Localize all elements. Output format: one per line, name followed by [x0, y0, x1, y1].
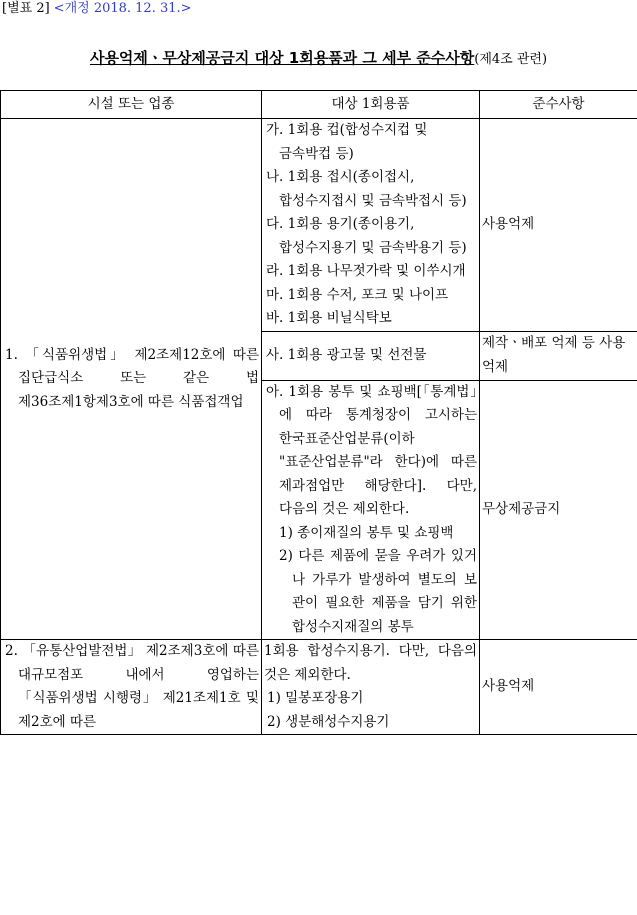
annex-label: [별표 2]: [2, 1, 50, 16]
item-a-sub-1: 1) 종이재질의 봉투 및 쇼핑백: [279, 524, 454, 541]
item-cell-c: [262, 380, 480, 640]
item-cell-d: [262, 640, 480, 735]
item-d: 1회용 합성수지용기. 다만, 다음의 것은 제외한다.: [264, 643, 477, 683]
item-d-sub-2: 2) 생분해성수지용기: [267, 713, 390, 730]
facility-cell: [1, 119, 262, 640]
item-ra: 라. 1회용 나무젓가락 및 이쑤시개: [266, 263, 466, 279]
regulation-table: [0, 90, 637, 735]
header-item: 대상 1회용품: [262, 91, 480, 119]
item-a: 아. 1회용 봉투 및 쇼핑백[「통계법」에 따라 통계청장이 고시하는 한국표준산업분류(이하 "표준산업분류"라 한다)에 따른 제과점업만 해당한다]. 다만, 다음의 것은 제외한다.: [266, 383, 477, 517]
table-header-row: [1, 91, 637, 119]
item-a-sub-2: 2) 다른 제품에 묻을 우려가 있거나 가루가 발생하여 별도의 보관이 필요한 제품을 담기 위한 합성수지재질의 봉투: [279, 548, 477, 635]
item-sa: 사. 1회용 광고물 및 선전물: [266, 346, 427, 363]
requirement-d: 사용억제: [480, 640, 637, 735]
amendment-date: <개정 2018. 12. 31.>: [53, 1, 192, 16]
facility-cell-2: [1, 640, 262, 735]
item-da: 다. 1회용 용기(종이용기, 합성수지용기 및 금속박용기 등): [266, 216, 467, 256]
facility-2: 2. 「유통산업발전법」 제2조제3호에 따른 대규모점포 내에서 영업하는 「식품위생법 시행령」 제21조제1호 및 제2호에 따른: [5, 643, 259, 730]
title-main: 사용억제ㆍ무상제공금지 대상 1회용품과 그 세부 준수사항: [89, 49, 475, 67]
item-ga: 가. 1회용 컵(합성수지컵 및 금속박컵 등): [266, 122, 428, 162]
table-row: [1, 640, 637, 735]
annex-header: [2, 0, 192, 18]
header-facility: 시설 또는 업종: [1, 91, 262, 119]
requirement-a: 사용억제: [480, 119, 637, 332]
requirement-b: 제작ㆍ배포 억제 등 사용억제: [480, 331, 637, 380]
item-ma: 마. 1회용 수저, 포크 및 나이프: [266, 286, 449, 303]
requirement-c: 무상제공금지: [480, 380, 637, 640]
table-row: [1, 119, 637, 332]
document-title: [0, 47, 637, 68]
item-na: 나. 1회용 접시(종이접시, 합성수지접시 및 금속박접시 등): [266, 169, 467, 209]
item-cell-a: [262, 119, 480, 332]
facility-1: 1. 「식품위생법」 제2조제12호에 따른 집단급식소 또는 같은 법 제36조제1항제3호에 따른 식품접객업: [5, 346, 259, 410]
title-reference: (제4조 관련): [474, 52, 548, 67]
item-d-sub-1: 1) 밀봉포장용기: [267, 690, 364, 706]
item-ba: 바. 1회용 비닐식탁보: [266, 310, 392, 326]
item-cell-b: [262, 331, 480, 380]
header-requirement: 준수사항: [480, 91, 637, 119]
